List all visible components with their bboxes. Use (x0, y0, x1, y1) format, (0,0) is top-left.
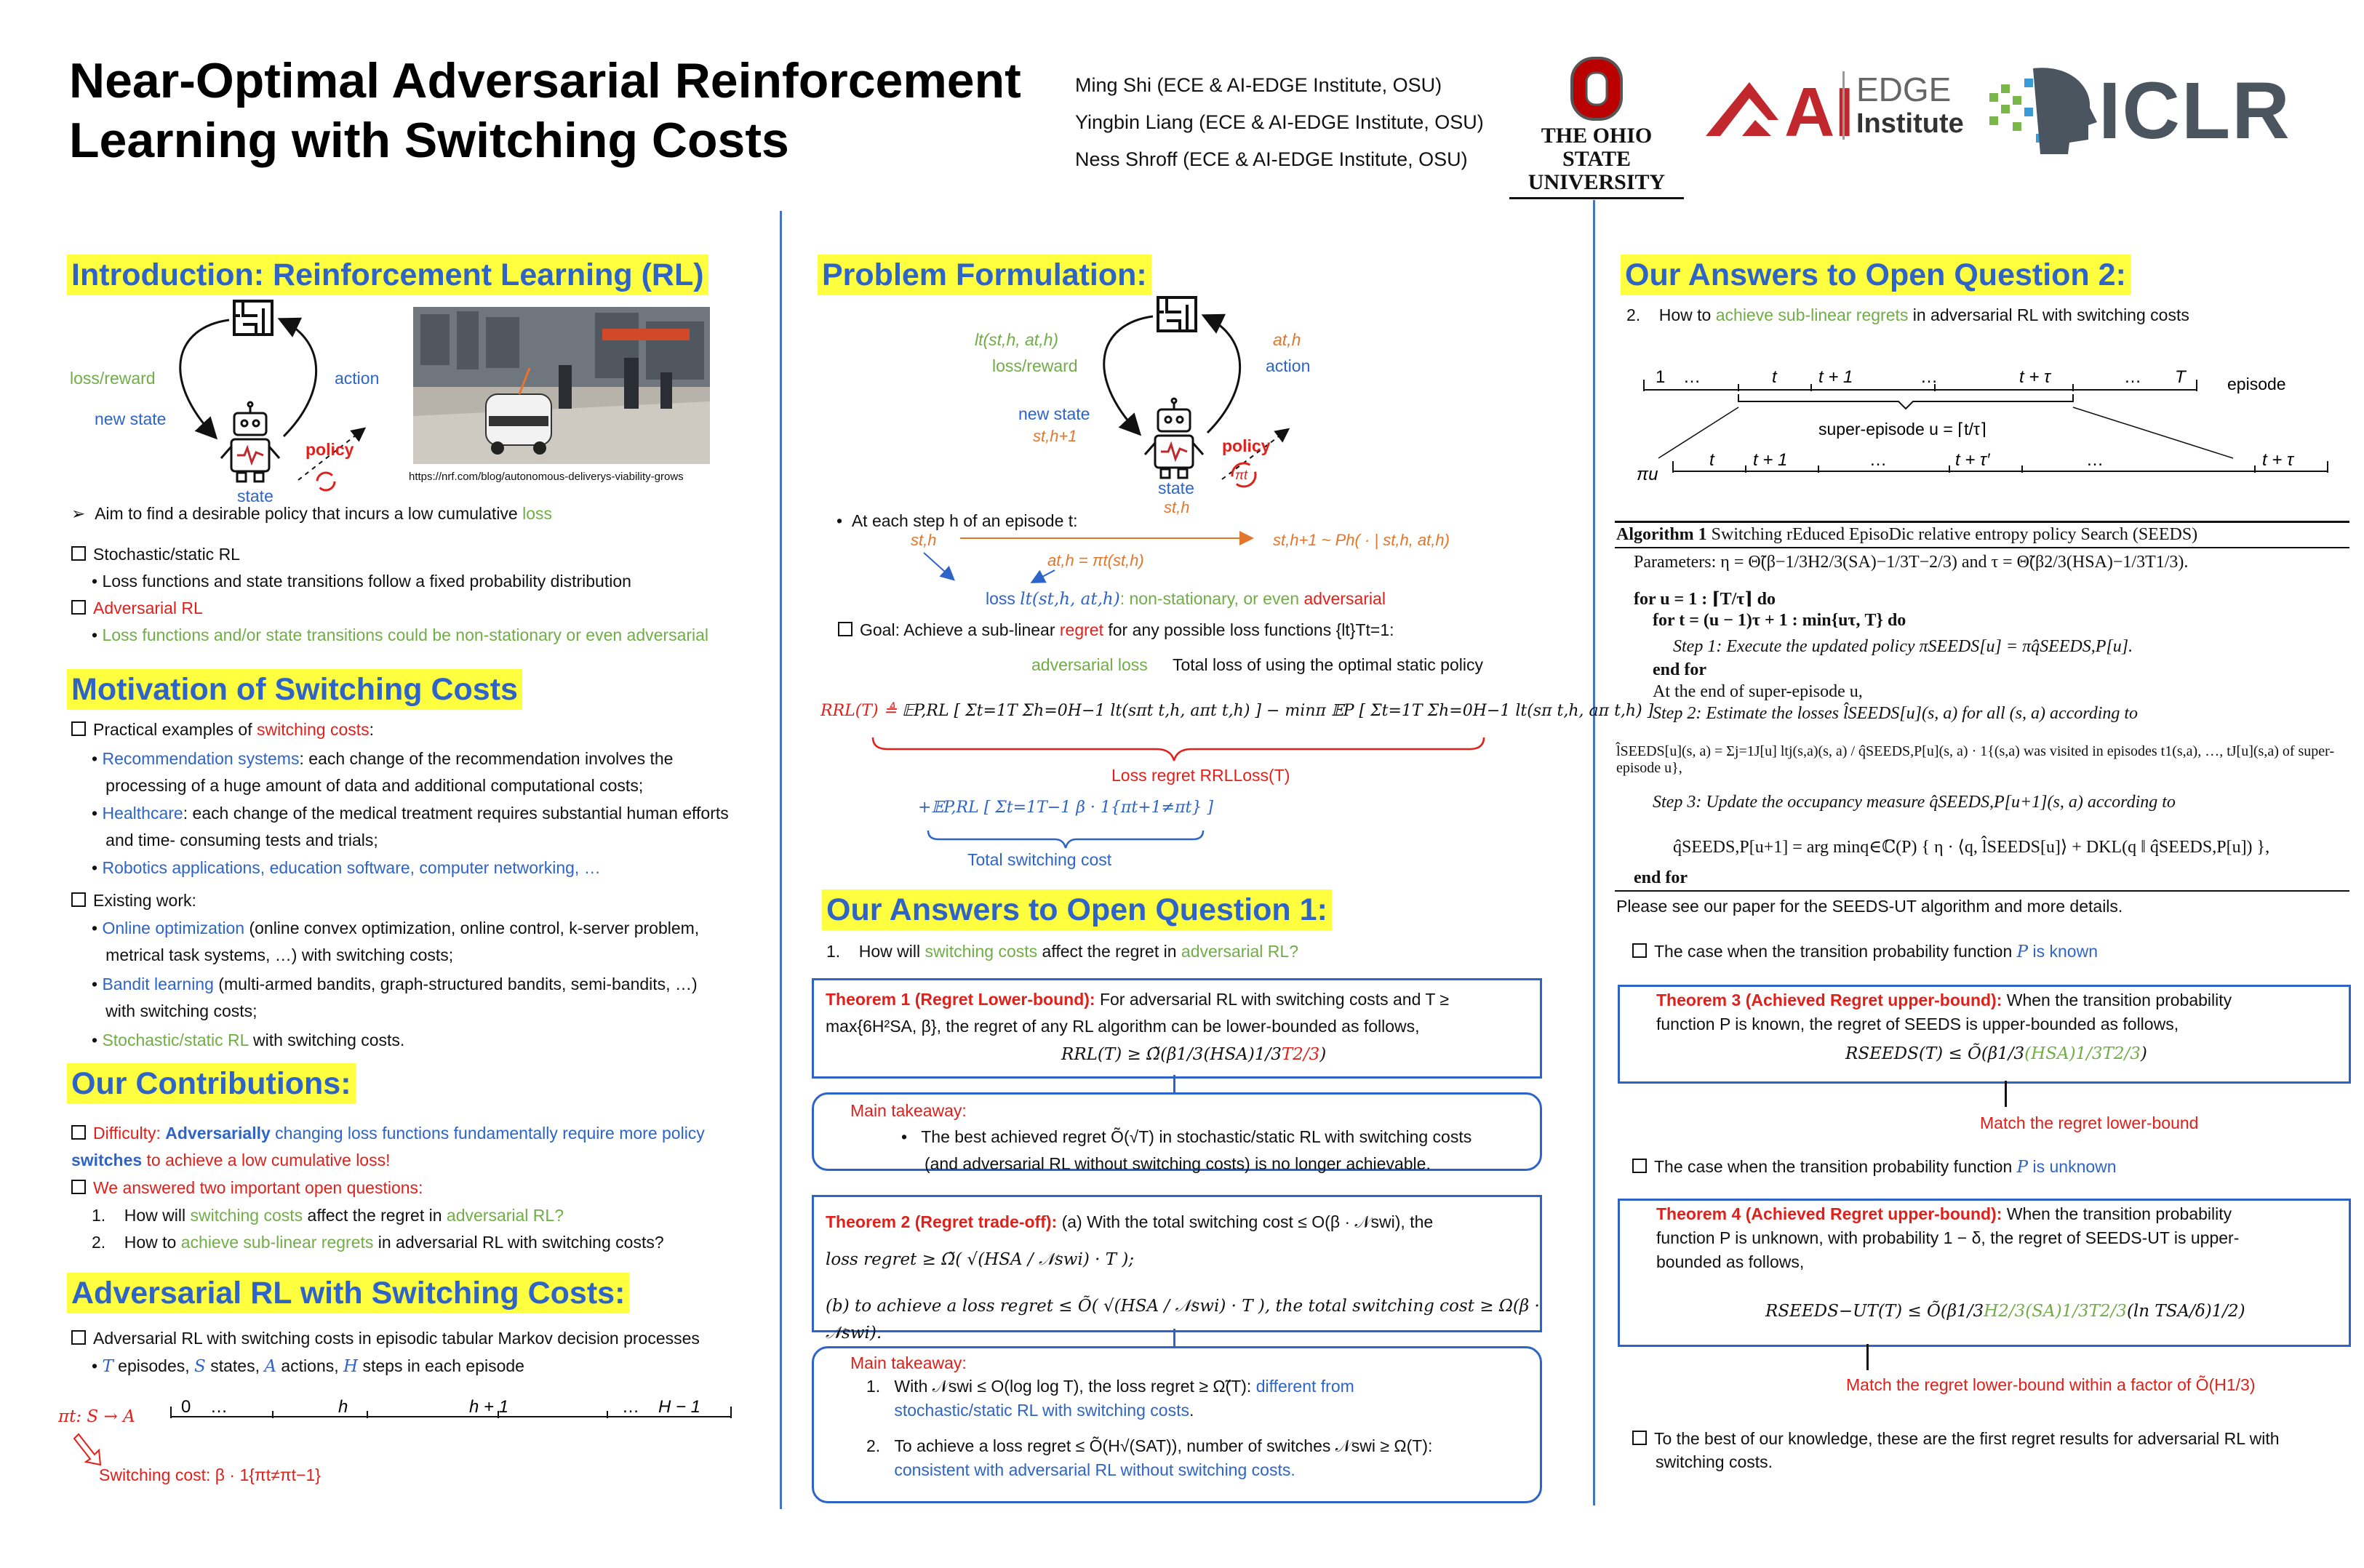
super-episode-timeline (1629, 356, 2349, 495)
takeaway1-line2: (and adversarial RL without switching costs) is no longer achievable. (924, 1154, 1431, 1173)
ai-edge-mark-icon (1698, 69, 1854, 151)
q1-pre: How will (858, 942, 925, 961)
q2-heading: Our Answers to Open Question 2: (1621, 255, 2131, 295)
regret-min: − minπ 𝔼P [ Σt=1T Σh=0H−1 lt(sπ t,h, aπ t,h) ] (1261, 702, 1654, 720)
thm2-a2: loss regret ≥ Ω̃( √(HSA / 𝒩swi) · T ); (826, 1250, 1135, 1269)
q2-pre: How to (124, 1233, 181, 1252)
takeaway2-2a: To achieve a loss regret ≤ Õ(H√(SAT)), number of switches 𝒩swi ≥ Ω(T): (894, 1436, 1433, 1455)
adversarial-desc: Loss functions and/or state transitions could be non-stationary or even adversarial (102, 625, 709, 644)
intro-rl-diagram (65, 291, 407, 509)
thm3-text (1656, 988, 2340, 1036)
practical-red: switching costs (256, 720, 370, 739)
photo-caption: https://nrf.com/blog/autonomous-deliverys-viability-grows (409, 471, 684, 483)
thm1-formula-red: T2/3 (1281, 1045, 1320, 1064)
thm3-formula-green: (HSA)1/3T2/3 (2024, 1044, 2141, 1063)
q1-mid: affect the regret in (1037, 942, 1181, 961)
q1-mid: affect the regret in (303, 1206, 447, 1225)
q1-green: switching costs (190, 1206, 303, 1225)
thm1-title: Theorem 1 (Regret Lower-bound): (826, 990, 1095, 1009)
rec-blue: Recommendation systems (102, 749, 300, 768)
motivation-online: • Online optimization (online convex optimization, online control, k-server problem, metrical task systems, …) with switching costs; (92, 919, 700, 964)
pi-u: πu (1637, 465, 1658, 484)
thm1-formula (1061, 1041, 1326, 1068)
online-text2: metrical task systems, …) with switching costs; (105, 945, 454, 964)
online-text: (online convex optimization, online control, k-server problem, (244, 919, 700, 937)
q1-green2: adversarial RL? (1181, 942, 1298, 961)
iclr-head-icon (1982, 64, 2099, 159)
S-var: S (194, 1357, 206, 1376)
intro-stochastic-desc: • Loss functions and state transitions follow a fixed probability distribution (92, 572, 631, 591)
osu-name-line1: THE OHIO STATE (1541, 124, 1653, 171)
checkbox-icon (71, 546, 86, 561)
health-text2: and time- consuming tests and trials; (105, 831, 378, 849)
final-statement (1632, 1427, 2345, 1473)
thm3-line2: function P is known, the regret of SEEDS is upper-bounded as follows, (1656, 1015, 2179, 1033)
intro-action-label: action (335, 369, 380, 388)
tt-ttau: t + τ (2019, 367, 2050, 387)
intro-state-label: state (237, 487, 273, 505)
timeline-0: 0 (181, 1397, 191, 1417)
motivation-existing (71, 887, 196, 914)
loss-formula: lt(st,h, at,h) (1020, 590, 1120, 609)
rec-text: : each change of the recommendation involves the (299, 749, 674, 768)
goal-pre: Goal: Achieve a sub-linear (860, 620, 1060, 639)
timeline-dots1: … (210, 1397, 228, 1417)
difficulty-switches: switches (71, 1151, 143, 1169)
existing-text: Existing work: (93, 891, 196, 910)
final-line1: To the best of our knowledge, these are the first regret results for adversarial RL with (1654, 1429, 2280, 1448)
thm2-title: Theorem 2 (Regret trade-off): (826, 1212, 1058, 1231)
thm3-line1: When the transition probability (2002, 991, 2232, 1009)
q1-pre: How will (124, 1206, 191, 1225)
contrib-answered (71, 1175, 423, 1201)
unknown-P: P (2016, 1158, 2029, 1177)
unknown-pre: The case when the transition probability function (1654, 1157, 2017, 1176)
osu-logo (1509, 57, 1684, 199)
stochastic-title: Stochastic/static RL (93, 545, 240, 564)
difficulty-red2: to achieve a low cumulative loss! (142, 1151, 391, 1169)
intro-new-state-label: new state (95, 409, 167, 428)
iclr-logo (1982, 64, 2291, 159)
takeaway2-item1: 1. With 𝒩swi ≤ O(log log T), the loss regret ≥ Ω̃(T): different from stochastic/static RL with switching costs. (866, 1377, 1354, 1420)
stochastic-desc: Loss functions and state transitions follow a fixed probability distribution (102, 572, 631, 591)
thm4-line2: function P is unknown, with probability 1 − δ, the regret of SEEDS-UT is upper- (1656, 1228, 2240, 1247)
thm2-a-text: (a) With the total switching cost ≤ O(β · 𝒩swi), the (1057, 1212, 1434, 1231)
takeaway2-label: Main takeaway: (850, 1353, 967, 1372)
algorithm-mid-rule (1615, 547, 2349, 548)
q1-num: 1. (826, 942, 841, 961)
thm1-text (826, 986, 1531, 1040)
problem-new-state-label: new state (1018, 404, 1090, 423)
see-paper: Please see our paper for the SEEDS-UT algorithm and more details. (1616, 897, 2123, 916)
q2-question (1626, 302, 2189, 329)
tt-t: t (1772, 367, 1777, 387)
takeaway-2-box (812, 1346, 1542, 1503)
adv-rl-line1 (71, 1325, 700, 1352)
known-post: is known (2028, 942, 2098, 961)
arrow-down-icon (1866, 1344, 1869, 1370)
regret-lhs: RRL(T) ≜ (820, 702, 902, 720)
tt-dots3: … (2124, 367, 2141, 387)
thm4-line3: bounded as follows, (1656, 1252, 1805, 1271)
problem-loss-line (986, 585, 1386, 613)
known-pre: The case when the transition probability function (1654, 942, 2017, 961)
bandit-text: (multi-armed bandits, graph-structured bandits, semi-bandits, …) (213, 975, 698, 993)
osu-name-line2: UNIVERSITY (1528, 170, 1666, 194)
checkbox-icon (71, 1180, 86, 1194)
episode-timeline (164, 1396, 738, 1433)
adv-rl-heading: Adversarial RL with Switching Costs: (67, 1273, 629, 1313)
q2-green: achieve sub-linear regrets (1715, 305, 1909, 324)
a-th: at,h = πt(st,h) (1047, 551, 1144, 569)
column-divider-2 (1593, 200, 1595, 1505)
online-blue: Online optimization (102, 919, 245, 937)
episode-label: episode (2227, 375, 2286, 393)
thm4-formula-green: H2/3(SA)1/3T2/3 (1984, 1302, 2127, 1321)
match-2: Match the regret lower-bound within a factor of Õ(H1/3) (1846, 1375, 2256, 1394)
takeaway-1-box (812, 1092, 1542, 1171)
regret-brace (866, 735, 1491, 764)
known-P: P (2016, 943, 2029, 961)
tt-t1: t + 1 (1818, 367, 1853, 387)
takeaway2-2b: consistent with adversarial RL without switching costs. (894, 1460, 1295, 1479)
author-3: Ness Shroff (ECE & AI-EDGE Institute, OSU) (1075, 148, 1468, 170)
thm1-formula-a: RRL(T) ≥ Ω̃(β1/3(HSA)1/3 (1061, 1045, 1282, 1064)
loss-post: : non-stationary, or even (1119, 589, 1304, 608)
loss-red: adversarial (1303, 589, 1386, 608)
tb-t1: t + 1 (1753, 450, 1788, 470)
final-line2: switching costs. (1655, 1452, 1773, 1471)
A-var: A (264, 1357, 276, 1376)
motivation-heading: Motivation of Switching Costs (67, 669, 522, 710)
tb-ttau: t + τ (2262, 450, 2293, 470)
thm1-formula-end: ) (1319, 1045, 1327, 1064)
arrow-down-icon (1173, 1329, 1175, 1346)
stoch-green: Stochastic/static RL (102, 1031, 249, 1049)
alg-endfor: end for (1653, 660, 1706, 679)
intro-adversarial (71, 595, 203, 622)
problem-action-formula: at,h (1273, 330, 1301, 349)
arrow-down-icon (2005, 1081, 2007, 1107)
T-text: episodes, (113, 1356, 195, 1375)
policy-map: πt: S → A (58, 1407, 135, 1426)
contributions-heading: Our Contributions: (67, 1063, 356, 1104)
problem-policy-formula: πt (1235, 468, 1248, 482)
thm1-line1: For adversarial RL with switching costs and T ≥ (1095, 990, 1450, 1009)
contrib-difficulty (71, 1120, 770, 1174)
robot-icon (221, 402, 279, 481)
thm3-formula-end: ) (2140, 1044, 2147, 1063)
takeaway1-text: • The best achieved regret Õ(√T) in stochastic/static RL with switching costs (and adversarial RL without switching costs) is no longer achievable. (901, 1127, 1472, 1173)
timeline-dots2: … (622, 1397, 639, 1417)
algorithm-top-rule (1615, 521, 2349, 523)
checkbox-icon (1632, 943, 1647, 958)
checkbox-icon (71, 1330, 86, 1345)
alg-for2: for t = (u − 1)τ + 1 : min{uτ, T} do (1653, 611, 1906, 630)
difficulty-bold: Adversarially (165, 1124, 271, 1143)
timeline-h1: h + 1 (469, 1397, 509, 1417)
problem-heading: Problem Formulation: (818, 255, 1151, 295)
stoch-text: with switching costs. (248, 1031, 405, 1049)
algorithm-bottom-rule (1615, 890, 2349, 892)
motivation-robotics: • Robotics applications, education software, computer networking, … (92, 858, 601, 877)
problem-state-label: state (1158, 479, 1194, 497)
adv-rl-line2: • T episodes, S states, A actions, H steps in each episode (92, 1356, 524, 1376)
thm3-formula-a: RSEEDS(T) ≤ Õ(β1/3 (1845, 1044, 2025, 1063)
edge-text: EDGE (1856, 71, 1952, 108)
goal-post: for any possible loss functions {lt}Tt=1: (1103, 620, 1394, 639)
contrib-q1 (92, 1202, 564, 1229)
tb-ttp: t + τ′ (1955, 450, 1990, 470)
tt-1: 1 (1656, 367, 1666, 387)
problem-loss-formula: lt(st,h, at,h) (975, 330, 1059, 349)
super-episode-label: super-episode u = ⌈t/τ⌉ (1818, 420, 1986, 439)
T-var: T (102, 1357, 113, 1376)
takeaway2-1a: With 𝒩swi ≤ O(log log T), the loss regret ≥ Ω̃(T): (894, 1377, 1256, 1396)
s-th: st,h (911, 531, 937, 549)
author-2: Yingbin Liang (ECE & AI-EDGE Institute, OSU) (1075, 111, 1484, 133)
problem-loss-label: loss/reward (992, 356, 1078, 375)
thm4-formula-a: RSEEDS−UT(T) ≤ Õ(β1/3 (1765, 1302, 1984, 1321)
practical-prefix: Practical examples of (93, 720, 257, 739)
theorem-4-box (1618, 1199, 2351, 1347)
total-loss-label: Total loss of using the optimal static policy (1173, 655, 1483, 674)
H-var: H (343, 1357, 359, 1376)
thm3-formula (1845, 1041, 2147, 1068)
regret-sum: 𝔼P,RL [ Σt=1T Σh=0H−1 lt(sπt t,h, aπt t,h) ] (902, 702, 1261, 720)
problem-new-state-formula: st,h+1 (1033, 427, 1077, 445)
motivation-health: • Healthcare: each change of the medical treatment requires substantial human efforts and time- consuming tests and trials; (92, 804, 729, 849)
aim-text: Aim to find a desirable policy that incurs a low cumulative (95, 504, 523, 523)
thm2-a (826, 1209, 1531, 1236)
thm2-b: (b) to achieve a loss regret ≤ Õ( √(HSA / 𝒩swi) · T ), the total switching cost ≥ Ω(β · 𝒩swi). (826, 1297, 1540, 1343)
institute-text: Institute (1856, 108, 1964, 139)
alg-end-super: At the end of super-episode u, (1653, 682, 1863, 701)
bandit-blue: Bandit learning (102, 975, 214, 993)
problem-policy-label: policy (1222, 436, 1271, 455)
osu-block-o-icon (1568, 57, 1626, 121)
total-switch-label: Total switching cost (967, 850, 1112, 869)
takeaway1-label: Main takeaway: (850, 1101, 967, 1120)
algorithm-title (1616, 525, 2197, 545)
tt-T: T (2175, 367, 2186, 387)
theorem-3-box (1618, 985, 2351, 1084)
alg-for1: for u = 1 : ⌈T/τ⌉ do (1634, 590, 1776, 609)
problem-state-formula: st,h (1164, 498, 1190, 516)
refresh-icon (317, 473, 335, 490)
intro-heading: Introduction: Reinforcement Learning (RL) (67, 255, 708, 295)
match-1: Match the regret lower-bound (1980, 1113, 2199, 1132)
thm4-text (1656, 1202, 2340, 1274)
q2-post: in adversarial RL with switching costs? (373, 1233, 664, 1252)
step-line-text: At each step h of an episode t: (851, 511, 1078, 530)
tt-dots2: … (1920, 367, 1938, 387)
thm1-line2: max{6H²SA, β}, the regret of any RL algorithm can be lower-bounded as follows, (826, 1017, 1420, 1036)
maze-icon (234, 301, 272, 335)
difficulty-red: Difficulty: (93, 1124, 166, 1143)
theorem-1-box (812, 978, 1542, 1079)
aim-loss: loss (522, 504, 553, 523)
checkbox-icon (1632, 1431, 1647, 1445)
tb-t: t (1709, 450, 1714, 470)
bandit-text2: with switching costs; (105, 1001, 257, 1020)
goal-red: regret (1059, 620, 1103, 639)
checkbox-icon (71, 600, 86, 615)
alg-step3: Step 3: Update the occupancy measure q̂SEEDS,P[u+1](s, a) according to (1653, 793, 2176, 812)
thm4-formula (1765, 1298, 2245, 1325)
transition: st,h+1 ~ Ph( · | st,h, at,h) (1273, 531, 1450, 549)
takeaway2-item2: 2. To achieve a loss regret ≤ Õ(H√(SAT)), number of switches 𝒩swi ≥ Ω(T): consistent with adversarial RL without switching costs. (866, 1436, 1433, 1479)
adv-loss-label: adversarial loss (1031, 655, 1148, 674)
q2-num: 2. (92, 1233, 106, 1252)
title-line-1: Near-Optimal Adversarial Reinforcement (69, 53, 1021, 108)
takeaway2-1c: stochastic/static RL with switching costs (894, 1401, 1189, 1420)
takeaway1-line1: The best achieved regret Õ(√T) in stochastic/static RL with switching costs (921, 1127, 1472, 1146)
q2-num: 2. (1626, 305, 1641, 324)
switching-cost-label: Switching cost: β · 1{πt≠πt−1} (99, 1465, 321, 1484)
q1-question (826, 938, 1298, 965)
H-text: steps in each episode (358, 1356, 524, 1375)
theorem-2-box (812, 1195, 1542, 1343)
unknown-case (1632, 1153, 2117, 1181)
alg-params: Parameters: η = Θ̃(β−1/3H2/3(SA)−1/3T−2/3) and τ = Θ̃(β2/3(HSA)−1/3T1/3). (1634, 553, 2189, 572)
arrow-bullet-icon: ➢ (71, 504, 95, 523)
checkbox-icon (71, 1125, 86, 1140)
motivation-stoch: • Stochastic/static RL with switching costs. (92, 1031, 405, 1049)
alg-step1: Step 1: Execute the updated policy πSEEDS[u] = πq̂SEEDS,P[u]. (1673, 637, 2133, 656)
takeaway2-1b: different from (1255, 1377, 1354, 1396)
known-case (1632, 938, 2098, 966)
thm4-formula-end: (ln TSA/δ)1/2) (2126, 1302, 2245, 1321)
thm4-title: Theorem 4 (Achieved Regret upper-bound): (1656, 1204, 2002, 1223)
iclr-text: ICLR (2099, 66, 2291, 156)
thm3-title: Theorem 3 (Achieved Regret upper-bound): (1656, 991, 2002, 1009)
problem-rl-diagram (931, 287, 1338, 520)
contrib-q2 (92, 1229, 664, 1256)
thm4-line1: When the transition probability (2002, 1204, 2232, 1223)
q2-green: achieve sub-linear regrets (180, 1233, 374, 1252)
tb-dots: … (1869, 450, 1887, 470)
author-1: Ming Shi (ECE & AI-EDGE Institute, OSU) (1075, 74, 1442, 96)
q2-pre: How to (1658, 305, 1716, 324)
author-list (1075, 67, 1484, 178)
regret-formula (820, 697, 1653, 724)
ai-text: AI (1784, 73, 1854, 151)
problem-step-line: • At each step h of an episode t: (836, 511, 1078, 530)
problem-action-label: action (1266, 356, 1311, 375)
checkbox-icon (1632, 1159, 1647, 1173)
adversarial-title: Adversarial RL (93, 599, 203, 617)
health-text: : each change of the medical treatment requires substantial human efforts (183, 804, 729, 823)
rec-text2: processing of a huge amount of data and additional computational costs; (105, 776, 644, 795)
motivation-practical (71, 716, 374, 743)
arrow-down-icon (1173, 1075, 1175, 1092)
alg-update: q̂SEEDS,P[u+1] = arg minq∈ℂ(P) { η · ⟨q, l̂SEEDS[u]⟩ + DKL(q ‖ q̂SEEDS,P[u]) }, (1673, 838, 2270, 857)
timeline-h: h (338, 1397, 348, 1417)
tb-dots2: … (2086, 450, 2104, 470)
answered-text: We answered two important open questions: (93, 1178, 423, 1197)
timeline-H1: H − 1 (658, 1397, 701, 1417)
column-divider-1 (780, 211, 782, 1509)
practical-suffix: : (369, 720, 375, 739)
alg-step2: Step 2: Estimate the losses l̂SEEDS[u](s, a) for all (s, a) according to (1653, 704, 2139, 723)
intro-stochastic (71, 541, 240, 568)
adv-rl-desc: Adversarial RL with switching costs in episodic tabular Markov decision processes (93, 1329, 700, 1348)
robotics-text: Robotics applications, education software, computer networking, … (102, 858, 601, 877)
robot-icon (1145, 399, 1203, 478)
checkbox-icon (71, 892, 86, 907)
alg-est: l̂SEEDS[u](s, a) = Σj=1J[u] ltj(s,a)(s, a) / q̂SEEDS,P[u](s, a) · 1{(s,a) was visited in episodes t1(s,a), …, tJ[u](s,a) of super-episode u}, (1616, 743, 2335, 776)
unknown-post: is unknown (2028, 1157, 2117, 1176)
S-text: states, (205, 1356, 265, 1375)
q1-heading: Our Answers to Open Question 1: (822, 889, 1332, 930)
loss-pre: loss (986, 589, 1021, 608)
checkbox-icon (71, 721, 86, 736)
delivery-robot-photo (413, 307, 710, 464)
tt-dots: … (1683, 367, 1701, 387)
switch-term: +𝔼P,RL [ Σt=1T−1 β · 1{πt+1≠πt} ] (918, 799, 1213, 817)
q1-num: 1. (92, 1206, 106, 1225)
q2-post: in adversarial RL with switching costs (1908, 305, 2189, 324)
q1-green2: adversarial RL? (446, 1206, 564, 1225)
motivation-bandit: • Bandit learning (multi-armed bandits, graph-structured bandits, semi-bandits, …) with switching costs; (92, 975, 698, 1020)
alg-endfor2: end for (1634, 868, 1688, 887)
maze-icon (1158, 297, 1196, 331)
q1-green: switching costs (925, 942, 1038, 961)
alg-title-bold: Algorithm 1 (1616, 525, 1707, 544)
ai-edge-logo (1698, 69, 1964, 151)
difficulty-blue: changing loss functions fundamentally require more policy (270, 1124, 705, 1143)
poster-title (69, 51, 1058, 170)
intro-policy-label: policy (306, 440, 354, 459)
motivation-rec: • Recommendation systems: each change of the recommendation involves the processing of a huge amount of data and additional computational costs; (92, 749, 674, 795)
health-blue: Healthcare (102, 804, 183, 823)
alg-title-text: Switching rEduced EpisoDic relative entropy policy Search (SEEDS) (1706, 525, 2198, 544)
checkbox-icon (838, 622, 852, 636)
intro-adversarial-desc: • Loss functions and/or state transitions could be non-stationary or even adversarial (92, 625, 709, 644)
title-line-2: Learning with Switching Costs (69, 113, 789, 168)
intro-aim (71, 500, 552, 527)
A-text: actions, (276, 1356, 344, 1375)
loss-regret-label: Loss regret RRLLoss(T) (1111, 766, 1290, 785)
intro-loss-label: loss/reward (70, 369, 156, 388)
problem-goal (838, 617, 1394, 644)
